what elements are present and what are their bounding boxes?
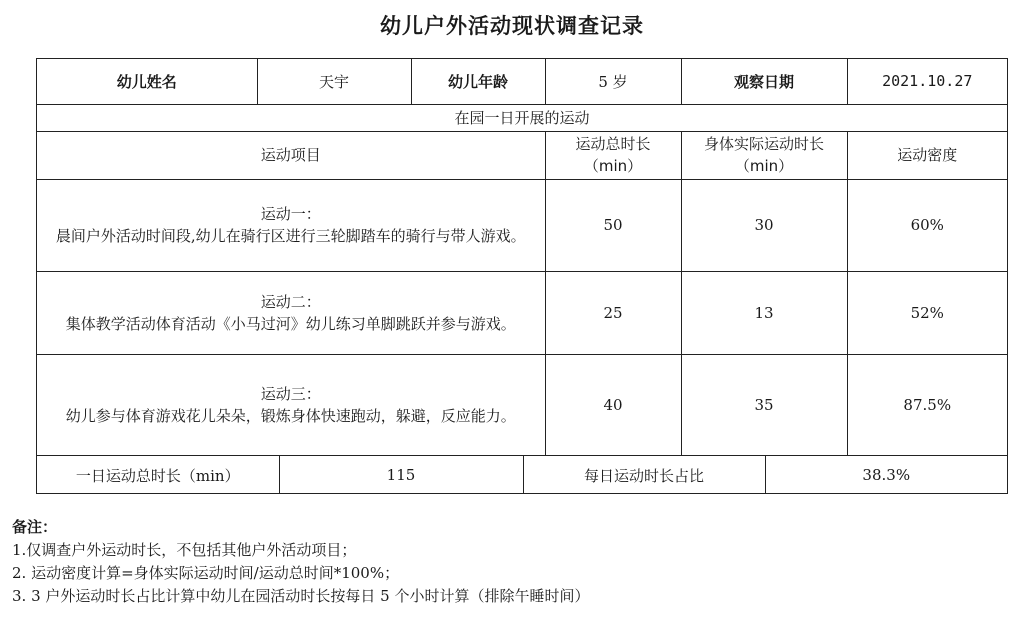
activity-desc: 晨间户外活动时间段,幼儿在骑行区进行三轮脚踏车的骑行与带人游戏。 [55, 227, 526, 245]
daily-ratio-value: 38.3% [765, 456, 1007, 495]
name-value: 天宇 [257, 59, 411, 104]
summary-row [37, 455, 1007, 494]
table-row [37, 179, 1007, 271]
activity-desc: 幼儿参与体育游戏花儿朵朵，锻炼身体快速跑动，躲避，反应能力。 [65, 406, 516, 425]
section-title: 在园一日开展的运动 [37, 104, 1007, 131]
total-cell: 40 [545, 354, 681, 455]
notes-section [12, 516, 1012, 608]
note-item: 2. 运动密度计算=身体实际运动时间/运动总时间*100%； [12, 564, 400, 582]
activity-cell [37, 354, 545, 455]
col-actual-header [681, 131, 847, 179]
col-item-header: 运动项目 [37, 131, 545, 179]
note-item: 3. 3 户外运动时长占比计算中幼儿在园活动时长按每日 5 个小时计算（排除午睡时间） [12, 587, 590, 605]
activity-cell [37, 179, 545, 271]
col-total-line2: （min） [583, 157, 643, 175]
note-item: 1.仅调查户外运动时长，不包括其他户外活动项目； [12, 541, 357, 559]
date-label: 观察日期 [681, 59, 847, 104]
density-cell: 87.5% [847, 354, 1007, 455]
header-row [37, 131, 1007, 179]
total-duration-value: 115 [279, 456, 523, 495]
notes-title: 备注： [12, 518, 58, 536]
col-total-line1: 运动总时长 [575, 135, 651, 153]
table-row [37, 354, 1007, 455]
col-density-header: 运动密度 [847, 131, 1007, 179]
total-cell: 50 [545, 179, 681, 271]
activity-cell [37, 271, 545, 354]
density-cell: 52% [847, 271, 1007, 354]
density-cell: 60% [847, 179, 1007, 271]
total-duration-label: 一日运动总时长（min） [37, 456, 279, 495]
activity-label: 运动三： [260, 384, 321, 403]
activity-label: 运动二： [260, 292, 321, 311]
section-row [37, 104, 1007, 131]
activity-label: 运动一： [260, 205, 321, 223]
date-value: 2021.10.27 [847, 59, 1007, 104]
record-grid [37, 59, 1007, 456]
info-row [37, 59, 1007, 104]
table-row [37, 271, 1007, 354]
actual-cell: 13 [681, 271, 847, 354]
col-total-header [545, 131, 681, 179]
actual-cell: 30 [681, 179, 847, 271]
col-actual-line2: （min） [734, 157, 794, 175]
record-table [36, 58, 1008, 494]
name-label: 幼儿姓名 [37, 59, 257, 104]
daily-ratio-label: 每日运动时长占比 [523, 456, 765, 495]
total-cell: 25 [545, 271, 681, 354]
actual-cell: 35 [681, 354, 847, 455]
col-actual-line1: 身体实际运动时长 [703, 135, 824, 153]
age-label: 幼儿年龄 [411, 59, 545, 104]
page-title: 幼儿户外活动现状调查记录 [380, 14, 644, 38]
age-value: 5 岁 [545, 59, 681, 104]
activity-desc: 集体教学活动体育活动《小马过河》幼儿练习单脚跳跃并参与游戏。 [65, 314, 516, 333]
